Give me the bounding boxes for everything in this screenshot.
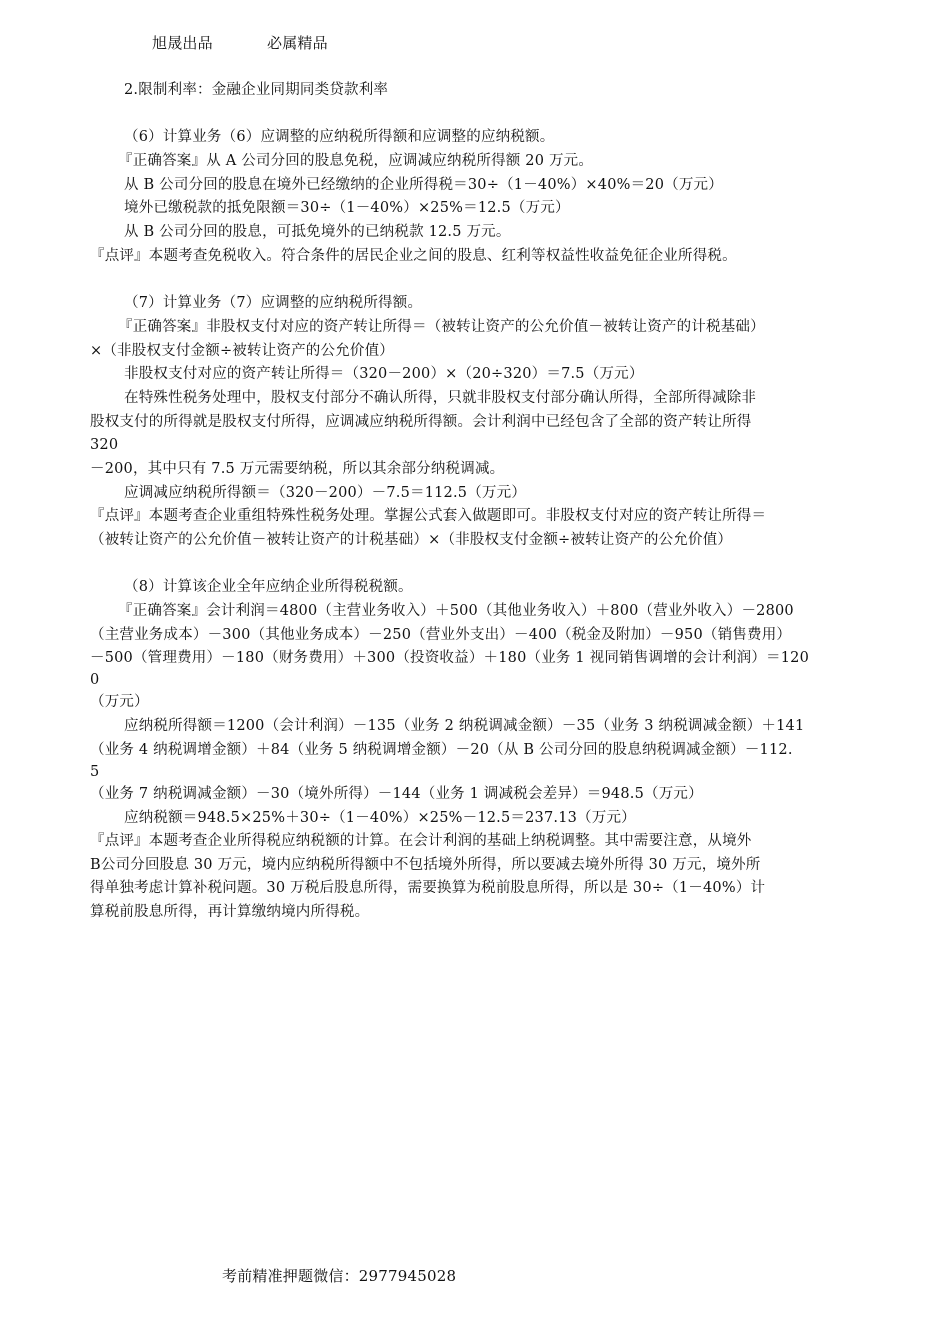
header-brand-left: 旭晟出品 [152,34,213,52]
q8-answer-line: 应纳税所得额＝1200（会计利润）－135（业务 2 纳税调减金额）－35（业务 3 纳税调减金额）＋141 [124,718,805,734]
q6-answer-line: 从 B 公司分回的股息在境外已经缴纳的企业所得税＝30÷（1－40%）×40%＝20（万元） [124,177,723,193]
header-brand-right: 必属精品 [267,34,328,52]
q8-comment: 『点评』本题考查企业所得税应纳税额的计算。在会计利润的基础上纳税调整。其中需要注意，从境外 [90,833,752,849]
q8-answer-line: 应纳税额＝948.5×25%＋30÷（1－40%）×25%－12.5＝237.13（万元） [124,810,636,826]
q8-answer-line: 5 [90,764,100,780]
q6-question: （6）计算业务（6）应调整的应纳税所得额和应调整的应纳税额。 [124,129,555,145]
q7-answer-line: ×（非股权支付金额÷被转让资产的公允价值） [90,343,394,359]
q6-answer-line: 『正确答案』从 A 公司分回的股息免税，应调减应纳税所得额 20 万元。 [118,153,594,169]
q7-answer-line: 在特殊性税务处理中，股权支付部分不确认所得，只就非股权支付部分确认所得，全部所得减除非 [124,390,757,406]
q8-answer-line: （业务 4 纳税调增金额）＋84（业务 5 纳税调增金额）－20（从 B 公司分回的股息纳税调减金额）－112. [90,742,793,758]
q7-answer-line: 应调减应纳税所得额＝（320－200）－7.5＝112.5（万元） [124,485,527,501]
q8-answer-line: －500（管理费用）－180（财务费用）＋300（投资收益）＋180（业务 1 视同销售调增的会计利润）＝120 [90,650,810,666]
q8-comment: 得单独考虑计算补税问题。30 万税后股息所得，需要换算为税前股息所得，所以是 30÷（1－40%）计 [90,880,766,896]
q7-answer-line: 320 [90,437,119,453]
q8-question: （8）计算该企业全年应纳企业所得税税额。 [124,579,413,595]
footer-contact: 考前精准押题微信：2977945028 [222,1267,457,1285]
q8-answer-line: （主营业务成本）－300（其他业务成本）－250（营业外支出）－400（税金及附加）－950（销售费用） [90,627,792,643]
q8-comment: 算税前股息所得，再计算缴纳境内所得税。 [90,904,370,920]
q7-comment: （被转让资产的公允价值－被转让资产的计税基础）×（非股权支付金额÷被转让资产的公允价值） [90,532,733,548]
q6-answer-line: 从 B 公司分回的股息，可抵免境外的已纳税款 12.5 万元。 [124,224,511,240]
q7-answer-line: 『正确答案』非股权支付对应的资产转让所得＝（被转让资产的公允价值－被转让资产的计税基础） [118,319,765,335]
q7-answer-line: 股权支付的所得就是股权支付所得，应调减应纳税所得额。会计利润中已经包含了全部的资产转让所得 [90,414,752,430]
q6-comment: 『点评』本题考查免税收入。符合条件的居民企业之间的股息、红利等权益性收益免征企业所得税。 [90,248,737,264]
q8-answer-line: 0 [90,672,100,688]
q8-answer-line: （业务 7 纳税调减金额）－30（境外所得）－144（业务 1 调减税会差异）＝948.5（万元） [90,786,703,802]
q8-answer-line: （万元） [90,694,149,710]
q8-answer-line: 『正确答案』会计利润＝4800（主营业务收入）＋500（其他业务收入）＋800（营业外收入）－2800 [118,603,794,619]
q7-answer-line: 非股权支付对应的资产转让所得＝（320－200）×（20÷320）＝7.5（万元） [124,366,644,382]
q7-question: （7）计算业务（7）应调整的应纳税所得额。 [124,295,423,311]
q8-comment: B公司分回股息 30 万元，境内应纳税所得额中不包括境外所得，所以要减去境外所得 30 万元，境外所 [90,857,761,873]
q7-answer-line: －200，其中只有 7.5 万元需要纳税，所以其余部分纳税调减。 [90,461,505,477]
q7-comment: 『点评』本题考查企业重组特殊性税务处理。掌握公式套入做题即可。非股权支付对应的资产转让所得＝ [90,508,767,524]
rate-limit-line: 2.限制利率：金融企业同期同类贷款利率 [124,82,389,98]
q6-answer-line: 境外已缴税款的抵免限额＝30÷（1－40%）×25%＝12.5（万元） [124,200,570,216]
